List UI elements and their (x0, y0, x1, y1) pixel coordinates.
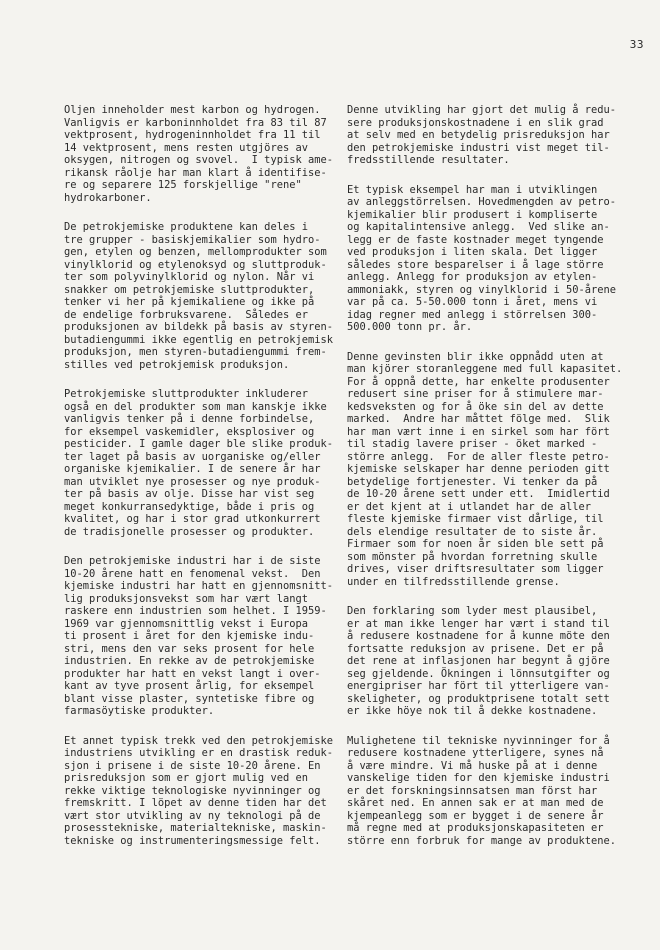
page-number: 33 (629, 38, 644, 51)
paragraph: Et typisk eksempel har man i utviklingen av anleggstörrelsen. Hovedmengden av petro- kjemikalier blir produsert i kompliserte og kapitalintensive anlegg. Ved slike an- legg er de faste kostnader meget tyngende ved produksjon i liten skala. Det ligger således store besparelser i å lage större anlegg. Anlegg for produksjon av etylen- ammoniakk, styren og vinylklorid i 50-årene var på ca. 5-50.000 tonn i året, mens vi idag regner med anlegg i störrelsen 300- 500.000 tonn pr. år. (347, 183, 616, 333)
left-column (64, 104, 333, 864)
paragraph: Denne utvikling har gjort det mulig å redu- sere produksjonskostnadene i en slik grad at selv med en betydelig prisreduksjon har den petrokjemiske industri vist meget til- fredsstillende resultater. (347, 104, 616, 166)
paragraph: Denne gevinsten blir ikke oppnådd uten at man kjörer storanleggene med full kapasitet. For å oppnå dette, har enkelte produsenter redusert sine priser for å stimulere mar- kedsveksten og for å öke sin del av dette marked. Andre har måttet fölge med. Slik har man vært inne i en sirkel som har fört til stadig lavere priser - öket marked - större anlegg. For de aller fleste petro- kjemiske selskaper har denne perioden gitt betydelige fortjenester. Vi tenker da på de 10-20 årene sett under ett. Imidlertid er det kjent at i utlandet har de aller fleste kjemiske firmaer vist dårlige, til dels elendige resultater de to siste år. Firmaer som for noen år siden ble sett på som mönster på hvordan forretning skulle drives, viser driftsresultater som ligger under en tilfredsstillende grense. (347, 350, 623, 588)
paragraph: Den forklaring som lyder mest plausibel, er at man ikke lenger har vært i stand til å redusere kostnadene for å kunne möte den fortsatte reduksjon av prisene. Det er på det rene at inflasjonen har begynt å gjöre seg gjeldende. Ökningen i lönnsutgifter og energipriser har fört til ytterligere van- skeligheter, og produktprisene totalt sett er ikke höye nok til å dekke kostnadene. (347, 605, 610, 717)
paragraph: Et annet typisk trekk ved den petrokjemiske industriens utvikling er en drastisk reduk- sjon i prisene i de siste 10-20 årene. En prisreduksjon som er gjort mulig ved en rekke viktige teknologiske nyvinninger og fremskritt. I löpet av denne tiden har det vært stor utvikling av ny teknologi på de prosesstekniske, materialtekniske, maskin- tekniske og instrumenteringsmessige felt. (64, 734, 333, 847)
paragraph: Petrokjemiske sluttprodukter inkluderer også en del produkter som man kanskje ikke vanligvis tenker på i denne forbindelse, for eksempel vaskemidler, eksplosiver og pesticider. I gamle dager ble slike produk- ter laget på basis av uorganiske og/eller organiske kjemikalier. I de senere år har man utviklet nye prosesser og nye produk- ter på basis av olje. Disse har vist seg meget konkurransedyktige, både i pris og kvalitet, og har i stor grad utkonkurrert de tradisjonelle prosesser og produkter. (64, 388, 333, 538)
right-column (347, 104, 623, 864)
paragraph: Mulighetene til tekniske nyvinninger for å redusere kostnadene ytterligere, synes nå å være mindre. Vi må huske på at i denne vanskelige tiden for den kjemiske industri er det forskningsinnsatsen man först har skåret ned. En annen sak er at man med de kjempeanlegg som er bygget i de senere år må regne med at produksjonskapasiteten er större enn forbruk for mange av produktene. (347, 734, 616, 847)
paragraph: Den petrokjemiske industri har i de siste 10-20 årene hatt en fenomenal vekst. Den kjemiske industri har hatt en gjennomsnitt- lig produksjonsvekst som har vært langt raskere enn industrien som helhet. I 1959- 1969 var gjennomsnittlig vekst i Europa ti prosent i året for den kjemiske indu- stri, mens den var seks prosent for hele industrien. En rekke av de petrokjemiske produkter har hatt en vekst langt i over- kant av tyve prosent årlig, for eksempel blant visse plaster, syntetiske fibre og farmasöytiske produkter. (64, 555, 333, 717)
paragraph: De petrokjemiske produktene kan deles i tre grupper - basiskjemikalier som hydro- gen, etylen og benzen, mellomprodukter som vinylklorid og etylenoksyd og sluttproduk- ter som polyvinylklorid og nylon. Når vi snakker om petrokjemiske sluttprodukter, tenker vi her på kjemikaliene og ikke på de endelige forbruksvarene. Således er produksjonen av bildekk på basis av styren- butadiengummi ikke egentlig en petrokjemisk produksjon, men styren-butadiengummi frem- stilles ved petrokjemisk produksjon. (64, 221, 333, 371)
paragraph: Oljen inneholder mest karbon og hydrogen. Vanligvis er karboninnholdet fra 83 til 87 vektprosent, hydrogeninnholdet fra 11 til 14 vektprosent, mens resten utgjöres av oksygen, nitrogen og svovel. I typisk ame- rikansk råolje har man klart å identifise- re og separere 125 forskjellige "rene" hydrokarboner. (64, 104, 333, 204)
